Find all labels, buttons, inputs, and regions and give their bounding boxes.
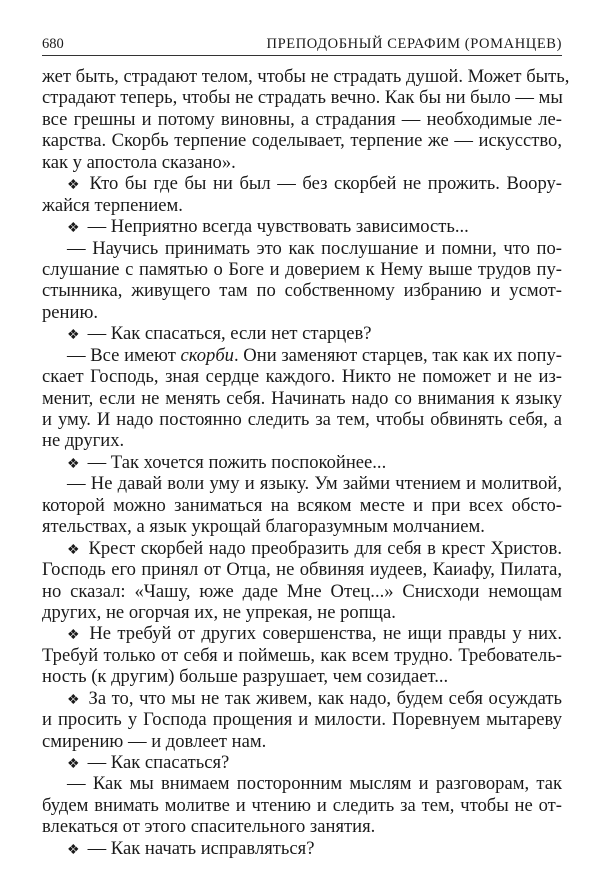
line-text: — Как начать исправляться? <box>87 837 315 859</box>
text-line <box>42 280 562 301</box>
fleuron-bullet-icon: ❖ <box>67 328 80 344</box>
text-line <box>42 495 562 516</box>
line-text: жайся терпением. <box>42 194 183 216</box>
text-line <box>42 87 562 108</box>
text-line <box>42 516 562 537</box>
line-text: и уму. И надо постоянно следить за тем, чтобы обвинять себя, а <box>42 409 562 430</box>
page-body-text <box>42 66 570 859</box>
line-text: менит, если не менять себя. Начинать надо со внимания к языку <box>42 387 562 409</box>
fleuron-bullet-icon: ❖ <box>67 692 81 708</box>
line-text: — Как спасаться, если нет старцев? <box>87 323 372 345</box>
fleuron-bullet-icon: ❖ <box>67 178 82 194</box>
line-text: рению. <box>42 301 98 323</box>
line-text: смирению — и довлеет нам. <box>42 730 267 752</box>
line-text: жет быть, страдают телом, чтобы не страдать душой. Может быть, <box>42 66 570 87</box>
text-line <box>42 323 562 344</box>
text-line <box>42 838 562 859</box>
line-text: будем внимать молитве и чтению и следить за тем, чтобы не от- <box>42 794 562 816</box>
text-line <box>42 752 562 773</box>
text-line <box>42 666 562 687</box>
page-number: 680 <box>42 36 64 52</box>
text-line <box>42 259 562 280</box>
text-line <box>42 216 562 237</box>
line-text: Требуй только от себя и поймешь, как всем трудно. Требователь- <box>42 644 562 666</box>
text-line <box>42 773 562 794</box>
text-line <box>42 581 562 602</box>
line-text: все грешны и потому виновны, а страдания — необходимые ле- <box>42 108 562 130</box>
line-text-continued: . Они заменяют старцев, так как их попу- <box>233 344 562 366</box>
line-text: ятельствах, а язык укрощай благоразумным молчанием. <box>42 516 485 538</box>
text-line <box>42 388 562 409</box>
line-text: как у апостола сказано». <box>42 151 236 173</box>
text-line <box>42 109 562 130</box>
line-text: — Как мы внимаем посторонним мыслям и разговорам, так <box>67 773 562 795</box>
text-line <box>42 66 570 87</box>
line-text: — Как спасаться? <box>87 752 230 773</box>
text-line <box>42 623 562 644</box>
line-text: — Все имеют <box>67 344 181 366</box>
text-line <box>42 195 562 216</box>
line-text: и просить у Господа прощения и милости. Поревнуем мытареву <box>42 709 562 731</box>
text-line <box>42 345 562 366</box>
text-line <box>42 645 562 666</box>
fleuron-bullet-icon: ❖ <box>67 757 80 772</box>
fleuron-bullet-icon: ❖ <box>67 221 80 237</box>
text-line <box>42 709 562 730</box>
fleuron-bullet-icon: ❖ <box>67 628 82 644</box>
line-text: — Научись принимать это как послушание и помни, что по- <box>67 237 562 259</box>
line-text: стынника, живущего там по собственному избранию и усмот- <box>42 280 562 302</box>
line-text: — Не давай воли уму и языку. Ум займи чтением и молитвой, <box>67 473 562 495</box>
line-text: других, не огорчая их, не упрекая, не ропща. <box>42 601 396 623</box>
text-line <box>42 731 562 752</box>
line-text: страдают теперь, чтобы не страдать вечно. Как бы ни было — мы <box>42 87 563 109</box>
text-line <box>42 538 562 559</box>
line-text: но сказал: «Чашу, юже даде Мне Отец...» Снисходи немощам <box>42 580 562 602</box>
italic-emphasis: скорби <box>180 344 234 366</box>
line-text: Кто бы где бы ни был — без скорбей не прожить. Воору- <box>89 173 562 195</box>
text-line <box>42 795 562 816</box>
fleuron-bullet-icon: ❖ <box>67 542 81 558</box>
text-line <box>42 559 562 580</box>
fleuron-bullet-icon: ❖ <box>67 456 80 472</box>
running-header <box>42 33 562 53</box>
running-title: ПРЕПОДОБНЫЙ СЕРАФИМ (РОМАНЦЕВ) <box>266 36 562 52</box>
text-line <box>42 302 562 323</box>
fleuron-bullet-icon: ❖ <box>67 842 80 858</box>
header-rule <box>42 55 562 56</box>
text-line <box>42 409 562 430</box>
line-text: Господь его принял от Отца, не обвиняя иудеев, Каиафу, Пилата, <box>42 559 562 581</box>
text-line <box>42 152 562 173</box>
line-text: Крест скорбей надо преобразить для себя в крест Христов. <box>88 537 562 559</box>
line-text: карства. Скорбь терпение соделывает, терпение же — искусство, <box>42 130 562 152</box>
line-text: слушание с памятью о Боге и доверием к Нему выше трудов пу- <box>42 258 562 280</box>
line-text: За то, что мы не так живем, как надо, будем себя осуждать <box>88 687 562 709</box>
text-line <box>42 130 562 151</box>
text-line <box>42 688 562 709</box>
text-line <box>42 366 562 387</box>
text-line <box>42 816 562 837</box>
line-text: не других. <box>42 430 125 452</box>
text-line <box>42 173 562 194</box>
text-line <box>42 238 562 259</box>
text-line <box>42 602 562 623</box>
line-text: — Неприятно всегда чувствовать зависимость... <box>87 216 469 238</box>
text-line <box>42 473 562 494</box>
line-text: скает Господь, зная сердце каждого. Никто не поможет и не из- <box>42 366 562 388</box>
line-text: влекаться от этого спасительного занятия. <box>42 816 376 838</box>
line-text: которой можно заниматься на всяком месте и при всех обсто- <box>42 494 562 516</box>
line-text: ность (к другим) больше разрушает, чем созидает... <box>42 666 449 688</box>
text-line <box>42 430 562 451</box>
text-line <box>42 452 562 473</box>
line-text: — Так хочется пожить поспокойнее... <box>87 451 387 473</box>
line-text: Не требуй от других совершенства, не ищи правды у них. <box>89 623 562 645</box>
